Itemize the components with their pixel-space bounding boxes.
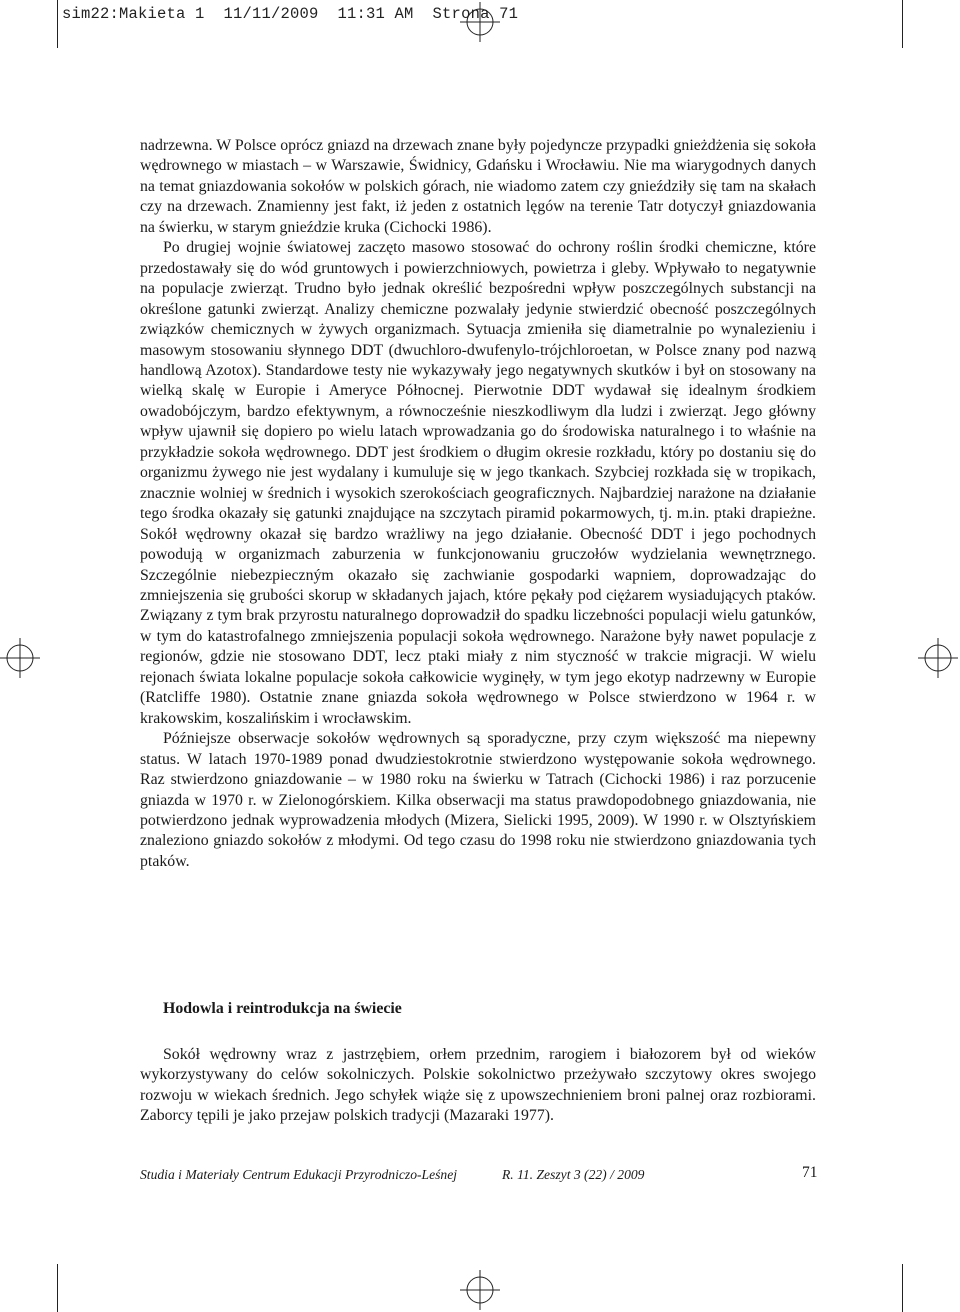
body-text-lower	[140, 1045, 816, 1127]
paragraph-1: nadrzewna. W Polsce oprócz gniazd na drzewach znane były pojedyncze przypadki gnieżdżenia się sokoła wędrownego w miastach – w Warszawie, Świdnicy, Gdańsku i Wrocławiu. Nie ma wiarygodnych danych na temat gniazdowania sokołów w polskich górach, nie wiadomo zatem czy gnieździły się tam na skałach czy na drzewach. Znamienny jest fakt, iż jeden z ostatnich lęgów na terenie Tatr dotyczył gniazdowania na świerku, w starym gnieździe kruka (Cichocki 1986).	[140, 137, 817, 236]
paragraph-4: Sokół wędrowny wraz z jastrzębiem, orłem przednim, rarogiem i białozorem był od wieków wykorzystywany do celów sokolniczych. Polskie sokolnictwo przeżywało szczytowy okres swojego rozwoju w wiekach średnich. Jego schyłek wiąże się z upowszechnieniem broni palnej oraz rozbiorami. Zaborcy tępili je jako przejaw polskich tradycji (Mazaraki 1977).	[140, 1046, 816, 1125]
paragraph-2: Po drugiej wojnie światowej zaczęto masowo stosować do ochrony roślin środki chemiczne, które przedostawały się do wód gruntowych i powierzchniowych, powietrza i gleby. Wpływało to negatywnie na populacje zwierząt. Trudno było jednak określić bezpośredni wpływ poszczególnych substancji na określone gatunki zwierząt. Analizy chemiczne pozwalały jedynie stwierdzić obecność poszczególnych związków chemicznych w żywych organizmach. Sytuacja zmieniła się diametralnie po wynalezieniu i masowym stosowaniu słynnego DDT (dwuchloro-dwufenylo-trójchloroetan, w Polsce znany pod nazwą handlową Azotox). Standardowe testy nie wykazywały jego negatywnych skutków i był on stosowany na wielką skalę w Europie i Ameryce Północnej. Pierwotnie DDT wydawał się idealnym środkiem owadobójczym, bardzo efektywnym, a równocześnie nieszkodliwym dla ludzi i zwierząt. Jego główny wpływ ujawnił się dopiero po wielu latach wprowadzania go do środowiska naturalnego i to właśnie na przykładzie sokoła wędrownego. DDT jest środkiem o długim okresie rozkładu, który po dostaniu się do organizmu żywego nie jest wydalany i kumuluje się w jego tkankach. Szybciej rozkłada się w tropikach, znacznie wolniej w średnich i wysokich szerokościach geograficznych. Najbardziej narażone na działanie tego środka okazały się gatunki znajdujące na szczytach piramid pokarmowych, tj. m.in. ptaki drapieżne. Sokół wędrowny okazał się bardzo wrażliwy na jego działanie. Obecność DDT i jego pochodnych powodują w organizmach zaburzenia w funkcjonowaniu gruczołów wydzielania wewnętrznego. Szczególnie niebezpieczným okazało się zachwianie gospodarki wapniem, doprowadzając do zmniejszenia się grubości skorup w składanych jajach, które pękały pod ciężarem wysiadujących ptaków. Związany z tym brak przyrostu naturalnego doprowadził do spadku liczebności populacji wielu gatunków, w tym do katastrofalnego zmniejszenia populacji sokoła wędrownego. Narażone były nawet populacje z regionów, gdzie nie stosowano DDT, lecz ptaki miały z nim styczność w trakcie migracji. W wielu rejonach świata lokalne populacje sokoła całkowicie wyginęły, w tym jego ekotyp nadrzewny w Europie (Ratcliffe 1980). Ostatnie znane gniazda sokoła wędrownego w Polsce stwierdzono w 1964 r. w krakowskim, koszalińskim i wrocławskim.	[140, 239, 816, 727]
body-text-upper	[140, 136, 816, 872]
slug-line: sim22:Makieta 1 11/11/2009 11:31 AM Strona 71	[62, 5, 519, 23]
crop-mark-top-left	[57, 0, 58, 48]
paragraph-3: Późniejsze obserwacje sokołów wędrownych są sporadyczne, przy czym większość ma niepewny status. W latach 1970-1989 ponad dwudziestokrotnie stwierdzono występowanie sokoła wędrownego. Raz stwierdzono gniazdowanie – w 1980 roku na świerku w Tatrach (Cichocki 1986) i raz porzucenie gniazda w 1970 r. w Zielonogórskiem. Kilka obserwacji ma status prawdopodobnego gniazdowania, nie potwierdzono jednak wyprowadzenia młodych (Mizera, Sielicki 1995, 2009). W 1990 r. w Olsztyńskiem znaleziono gniazdo sokołów z młodymi. Od tego czasu do 1998 roku nie stwierdzono gniazdowania tych ptaków.	[140, 730, 816, 870]
crop-mark-top-right	[902, 0, 903, 48]
page-number: 71	[802, 1164, 818, 1181]
crop-mark-bottom-left	[57, 1264, 58, 1312]
footer-journal-title: Studia i Materiały Centrum Edukacji Przyrodniczo-Leśnej	[140, 1167, 458, 1182]
footer-issue: R. 11. Zeszyt 3 (22) / 2009	[502, 1167, 645, 1182]
section-heading: Hodowla i reintrodukcja na świecie	[163, 1000, 402, 1017]
registration-mark-bottom-icon	[460, 1270, 500, 1310]
registration-mark-top-icon	[460, 2, 500, 42]
crop-mark-bottom-right	[902, 1264, 903, 1312]
registration-mark-right-icon	[918, 638, 958, 678]
registration-mark-left-icon	[0, 638, 40, 678]
